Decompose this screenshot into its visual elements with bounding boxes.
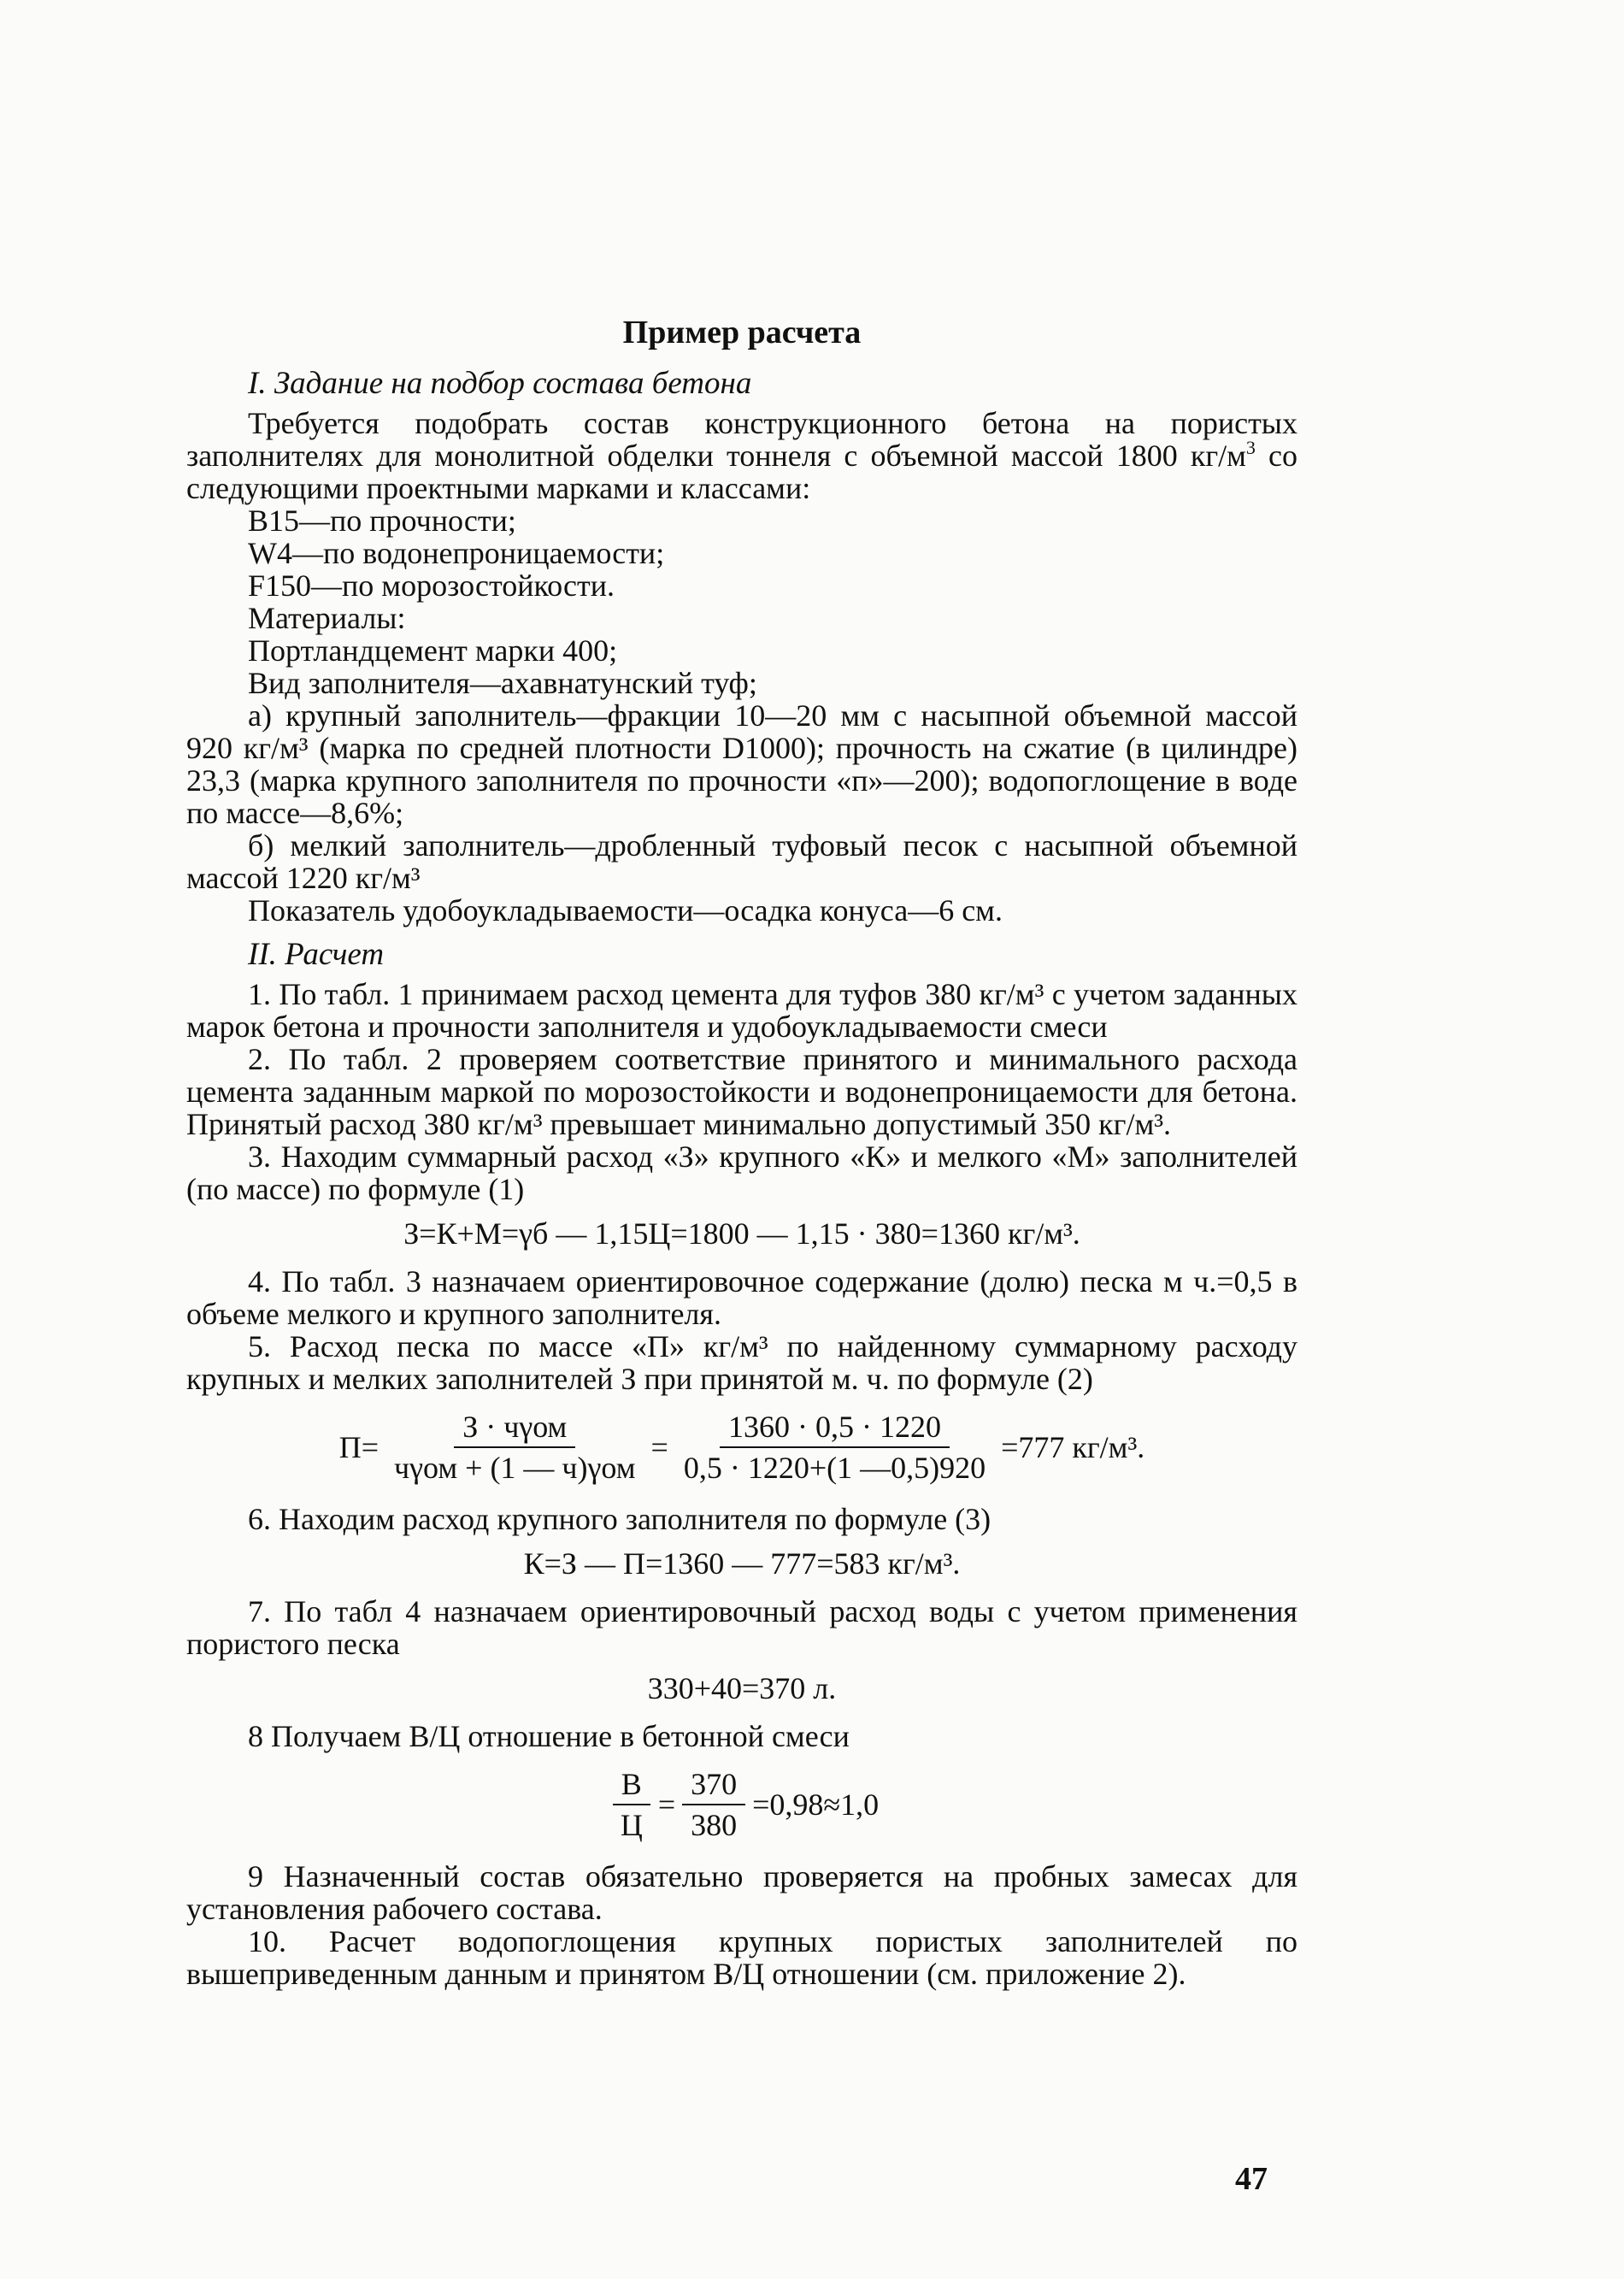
step-9: 9 Назначенный состав обязательно проверяется на пробных замесах для установления рабочего состава.	[186, 1859, 1297, 1926]
fraction-denominator: 0,5 · 1220+(1 —0,5)920	[683, 1451, 986, 1485]
equation-2	[186, 1410, 1297, 1484]
equation-1: З=К+М=γб — 1,15Ц=1800 — 1,15 · 380=1360 кг/м³.	[403, 1216, 1080, 1251]
step-3: 3. Находим суммарный расход «З» крупного «К» и мелкого «М» заполнителей (по массе) по формуле (1)	[186, 1140, 1297, 1206]
step-2: 2. По табл. 2 проверяем соответствие принятого и минимального расхода цемента заданным маркой по морозостойкости и водонепроницаемости для бетона. Принятый расход 380 кг/м³ превышает минимально допустимый 350 кг/м³.	[186, 1042, 1297, 1141]
section-heading-task: I. Задание на подбор состава бетона	[248, 366, 752, 401]
fraction-ratio	[612, 1768, 651, 1841]
step-1: 1. По табл. 1 принимаем расход цемента для туфов 380 кг/м³ с учетом заданных марок бетона и прочности заполнителя и удобоукладываемости смеси	[186, 977, 1297, 1044]
requirement-text-end: со следующими проектными марками и классами:	[186, 439, 1297, 505]
filler-type-line: Вид заполнителя—ахавнатунский туф;	[248, 666, 757, 700]
paragraph-requirement	[186, 407, 1297, 504]
cement-line: Портландцемент марки 400;	[248, 633, 618, 668]
mark-frost: F150—по морозостойкости.	[248, 568, 615, 603]
mark-water: W4—по водонепроницаемости;	[248, 536, 665, 570]
fraction-denominator: Ц	[620, 1808, 643, 1842]
step-7: 7. По табл 4 назначаем ориентировочный расход воды с учетом применения пористого песка	[186, 1594, 1297, 1661]
eq2-lhs: П=	[338, 1430, 380, 1464]
fraction-values	[675, 1410, 994, 1484]
eq5-equals: =	[657, 1787, 676, 1822]
fraction-denominator: чγом + (1 — ч)γом	[394, 1451, 636, 1485]
eq5-result: =0,98≈1,0	[752, 1787, 880, 1822]
fine-filler-paragraph: б) мелкий заполнитель—дробленный туфовый песок с насыпной объемной массой 1220 кг/м³	[186, 828, 1297, 895]
page-title: Пример расчета	[622, 315, 862, 350]
step-8: 8 Получаем В/Ц отношение в бетонной смеси	[248, 1719, 850, 1753]
mark-strength: В15—по прочности;	[248, 504, 516, 538]
equation-4: 330+40=370 л.	[647, 1671, 837, 1705]
materials-label: Материалы:	[248, 601, 406, 635]
equation-3: К=З — П=1360 — 777=583 кг/м³.	[523, 1546, 961, 1581]
step-6: 6. Находим расход крупного заполнителя по формуле (3)	[248, 1502, 991, 1536]
fraction-numerator: 1360 · 0,5 · 1220	[720, 1410, 950, 1448]
fraction-numerator: В	[613, 1768, 650, 1805]
fraction-denominator: 380	[691, 1808, 738, 1842]
step-10: 10. Расчет водопоглощения крупных пористых заполнителей по вышеприведенным данным и принятом В/Ц отношении (см. приложение 2).	[186, 1924, 1297, 1991]
eq2-result: =777 кг/м³.	[1001, 1430, 1145, 1464]
fraction-numerator: 370	[682, 1768, 745, 1805]
eq2-equals: =	[650, 1430, 668, 1464]
fraction-formula	[385, 1410, 644, 1484]
page-number: 47	[1235, 2161, 1268, 2197]
step-4: 4. По табл. 3 назначаем ориентировочное содержание (долю) песка м ч.=0,5 в объеме мелкого и крупного заполнителя.	[186, 1264, 1297, 1331]
fraction-numerator: З · чγом	[454, 1410, 575, 1448]
fraction-values	[682, 1768, 745, 1841]
requirement-text: Требуется подобрать состав конструкционного бетона на пористых заполнителях для монолитной обделки тоннеля с объемной массой 1800 кг/м	[186, 406, 1297, 473]
document-page	[186, 308, 1297, 1990]
superscript: 3	[1245, 437, 1256, 458]
step-5: 5. Расход песка по массе «П» кг/м³ по найденному суммарному расходу крупных и мелких заполнителей З при принятой м. ч. по формуле (2)	[186, 1329, 1297, 1396]
section-heading-calculation: II. Расчет	[248, 937, 385, 972]
equation-5	[186, 1768, 1297, 1841]
workability-line: Показатель удобоукладываемости—осадка конуса—6 см.	[248, 893, 1003, 928]
coarse-filler-paragraph: а) крупный заполнитель—фракции 10—20 мм с насыпной объемной массой 920 кг/м³ (марка по средней плотности D1000); прочность на сжатие (в цилиндре) 23,3 (марка крупного заполнителя по прочности «п»—200); водопоглощение в воде по массе—8,6%;	[186, 698, 1297, 830]
